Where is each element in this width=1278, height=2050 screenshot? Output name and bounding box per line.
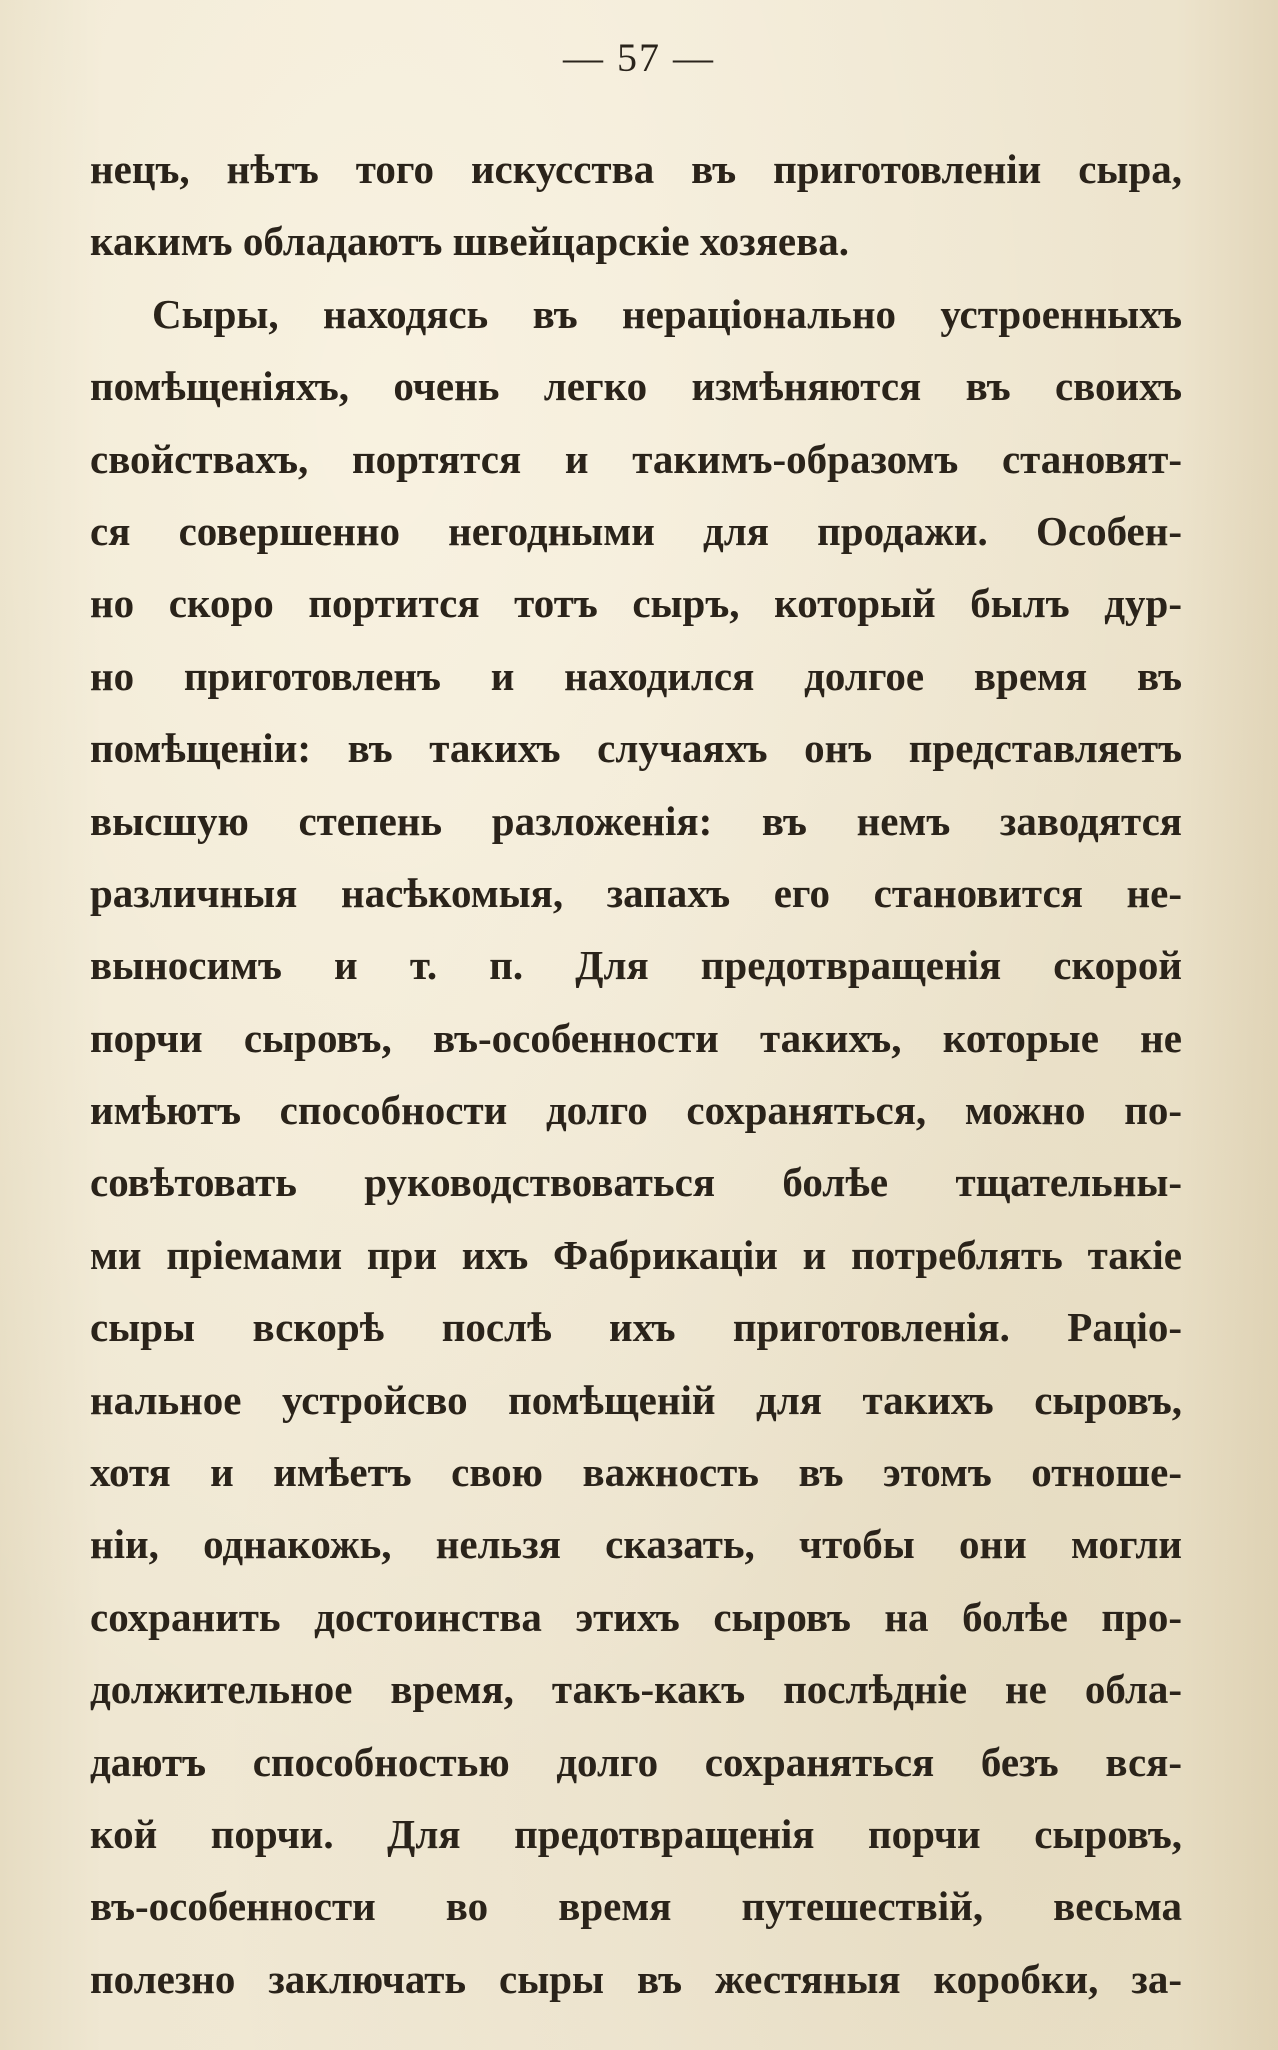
text-line: помѣщеніи: въ такихъ случаяхъ онъ представляетъ [90,725,1182,772]
text-line: ми пріемами при ихъ Фабрикаціи и потреблять такіе [90,1231,1182,1278]
text-line: выносимъ и т. п. Для предотвращенія скорой [90,942,1182,989]
page-number: — 57 — [563,35,715,80]
text-line: ся совершенно негодными для продажи. Особен- [90,507,1182,554]
text-line: въ-особенности во время путешествій, весьма [90,1883,1182,1930]
text-line: помѣщеніяхъ, очень легко измѣняются въ своихъ [90,363,1182,410]
text-line: ніи, однакожь, нельзя сказать, чтобы они могли [90,1521,1182,1568]
text-line: порчи сыровъ, въ-особенности такихъ, которые не [90,1014,1182,1061]
text-line-paragraph-start: Сыры, находясь въ нераціонально устроенныхъ [152,290,1182,337]
text-line: какимъ обладаютъ швейцарскіе хозяева. [90,218,849,265]
text-line: должительное время, такъ-какъ послѣдніе не обла- [90,1666,1182,1713]
text-line: хотя и имѣетъ свою важность въ этомъ отноше- [90,1449,1182,1496]
text-line: различныя насѣкомыя, запахъ его становится не- [90,869,1182,916]
text-line: сыры вскорѣ послѣ ихъ приготовленія. Раціо- [90,1304,1182,1351]
text-line: но скоро портится тотъ сыръ, который былъ дур- [90,580,1182,627]
text-line: совѣтовать руководствоваться болѣе тщательны- [90,1159,1182,1206]
text-line: кой порчи. Для предотвращенія порчи сыровъ, [90,1810,1182,1857]
text-line: нальное устройсво помѣщеній для такихъ сыровъ, [90,1376,1182,1423]
text-line: но приготовленъ и находился долгое время въ [90,652,1182,699]
text-line: высшую степень разложенія: въ немъ заводятся [90,797,1182,844]
body-text [90,133,1182,2015]
text-line: сохранить достоинства этихъ сыровъ на болѣе про- [90,1593,1182,1640]
text-line: нецъ, нѣтъ того искусства въ приготовленіи сыра, [90,146,1182,192]
text-line: даютъ способностью долго сохраняться безъ вся- [90,1738,1182,1785]
text-line: свойствахъ, портятся и такимъ-образомъ становят- [90,435,1182,482]
text-line: полезно заключать сыры въ жестяныя коробки, за- [90,1955,1182,2002]
text-line: имѣютъ способности долго сохраняться, можно по- [90,1087,1182,1134]
